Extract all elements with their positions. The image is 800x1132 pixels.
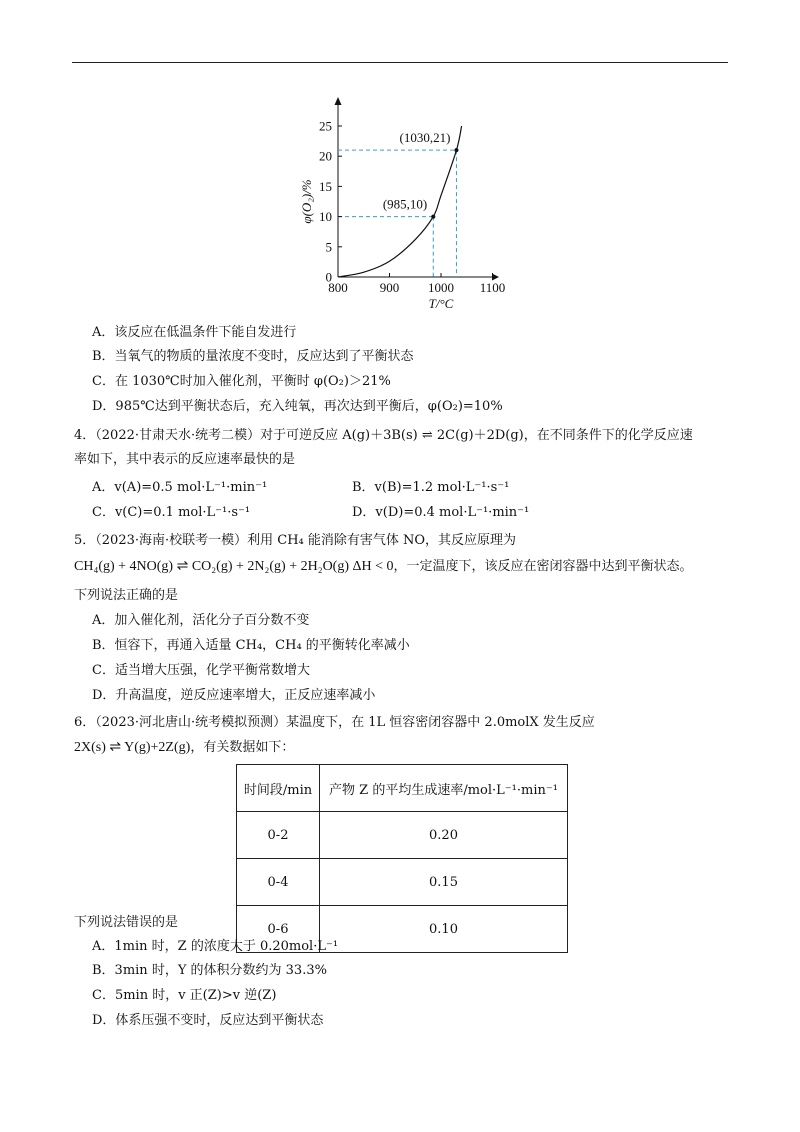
chart-axes (335, 97, 500, 281)
table-cell: 0-4 (237, 859, 320, 906)
q4-option-a: A．v(A)=0.5 mol·L⁻¹·min⁻¹ (92, 480, 268, 495)
data-point (431, 215, 435, 219)
y-axis-label: φ(O₂)/% (299, 179, 314, 224)
q4-stem-line2: 率如下，其中表示的反应速率最快的是 (74, 452, 296, 467)
x-tick-label: 1000 (428, 280, 454, 295)
q6-option-b: B．3min 时，Y 的体积分数约为 33.3% (92, 963, 327, 978)
y-tick-label: 10 (319, 209, 332, 225)
table-row (237, 812, 568, 859)
top-rule (72, 62, 728, 63)
q5-stem-line1: 5．（2023·海南·校联考一模）利用 CH₄ 能消除有害气体 NO，其反应原理为 (74, 533, 517, 548)
x-tick-label: 1100 (479, 280, 506, 295)
q3-option-d: D．985℃达到平衡状态后，充入纯氧，再次达到平衡后，φ(O₂)=10% (92, 399, 503, 414)
q6-stem-line3: 下列说法错误的是 (74, 915, 179, 930)
y-tick-label: 20 (319, 148, 332, 164)
q4-option-c: C．v(C)=0.1 mol·L⁻¹·s⁻¹ (92, 505, 251, 520)
y-tick-label: 0 (325, 269, 332, 285)
q6-option-d: D．体系压强不变时，反应达到平衡状态 (92, 1013, 324, 1028)
q6-stem-line2: ，有关数据如下： (190, 740, 295, 755)
y-tick-label: 15 (319, 178, 332, 194)
table-cell: 0.20 (320, 812, 568, 859)
q4-stem-line1: 4．（2022·甘肃天水·统考二模）对于可逆反应 A(g)＋3B(s) ⇌ 2C(g)＋2D(g)，在不同条件下的化学反应速 (74, 428, 693, 443)
data-point-label: (985,10) (382, 196, 428, 212)
q3-option-c: C．在 1030℃时加入催化剂，平衡时 φ(O₂)＞21% (92, 374, 391, 389)
q5-option-d: D．升高温度，逆反应速率增大，正反应速率减小 (92, 688, 376, 703)
q4-option-b: B．v(B)=1.2 mol·L⁻¹·s⁻¹ (352, 480, 510, 495)
q5-option-b: B．恒容下，再通入适量 CH₄，CH₄ 的平衡转化率减小 (92, 638, 410, 653)
table-header-cell: 时间段/min (237, 765, 320, 812)
table-cell: 0.10 (320, 906, 568, 953)
y-tick-label: 5 (325, 239, 332, 255)
chart-guides (338, 150, 456, 277)
q6-option-a: A．1min 时，Z 的浓度大于 0.20mol·L⁻¹ (92, 939, 339, 954)
table-cell: 0-2 (237, 812, 320, 859)
data-point (454, 148, 458, 152)
data-point-label: (1030,21) (399, 130, 451, 146)
table-header-cell: 产物 Z 的平均生成速率/mol·L⁻¹·min⁻¹ (320, 765, 568, 812)
table-cell: 0-6 (237, 906, 320, 953)
q5-option-c: C．适当增大压强，化学平衡常数增大 (92, 663, 310, 678)
table-header-row (237, 765, 568, 812)
y-tick-label: 25 (319, 118, 332, 134)
q3-option-b: B．当氧气的物质的量浓度不变时，反应达到了平衡状态 (92, 349, 414, 364)
q5-equation: CH₄(g) + 4NO(g) ⇌ CO₂(g) + 2N₂(g) + 2H₂O(g) ΔH < 0 (74, 559, 394, 574)
q6-stem-line1: 6．（2023·河北唐山·统考模拟预测）某温度下，在 1L 恒容密闭容器中 2.0molX 发生反应 (74, 715, 595, 730)
q5-stem-line2: ，一定温度下，该反应在密闭容器中达到平衡状态。 (393, 559, 693, 574)
q5-stem-line3: 下列说法正确的是 (74, 588, 179, 603)
phi-o2-temperature-chart (296, 96, 506, 312)
q3-option-a: A．该反应在低温条件下能自发进行 (92, 325, 297, 340)
x-tick-label: 800 (328, 280, 348, 295)
q5-option-a: A．加入催化剂，活化分子百分数不变 (92, 613, 310, 628)
q4-option-d: D．v(D)=0.4 mol·L⁻¹·min⁻¹ (352, 505, 530, 520)
x-axis-label: T/°C (428, 296, 454, 311)
q6-equation: 2X(s) ⇌ Y(g)+2Z(g) (74, 740, 191, 755)
x-tick-label: 900 (379, 280, 400, 295)
q6-option-c: C．5min 时，v 正(Z)>v 逆(Z) (92, 988, 277, 1003)
table-row (237, 859, 568, 906)
table-cell: 0.15 (320, 859, 568, 906)
y-axis-arrow (335, 97, 342, 105)
